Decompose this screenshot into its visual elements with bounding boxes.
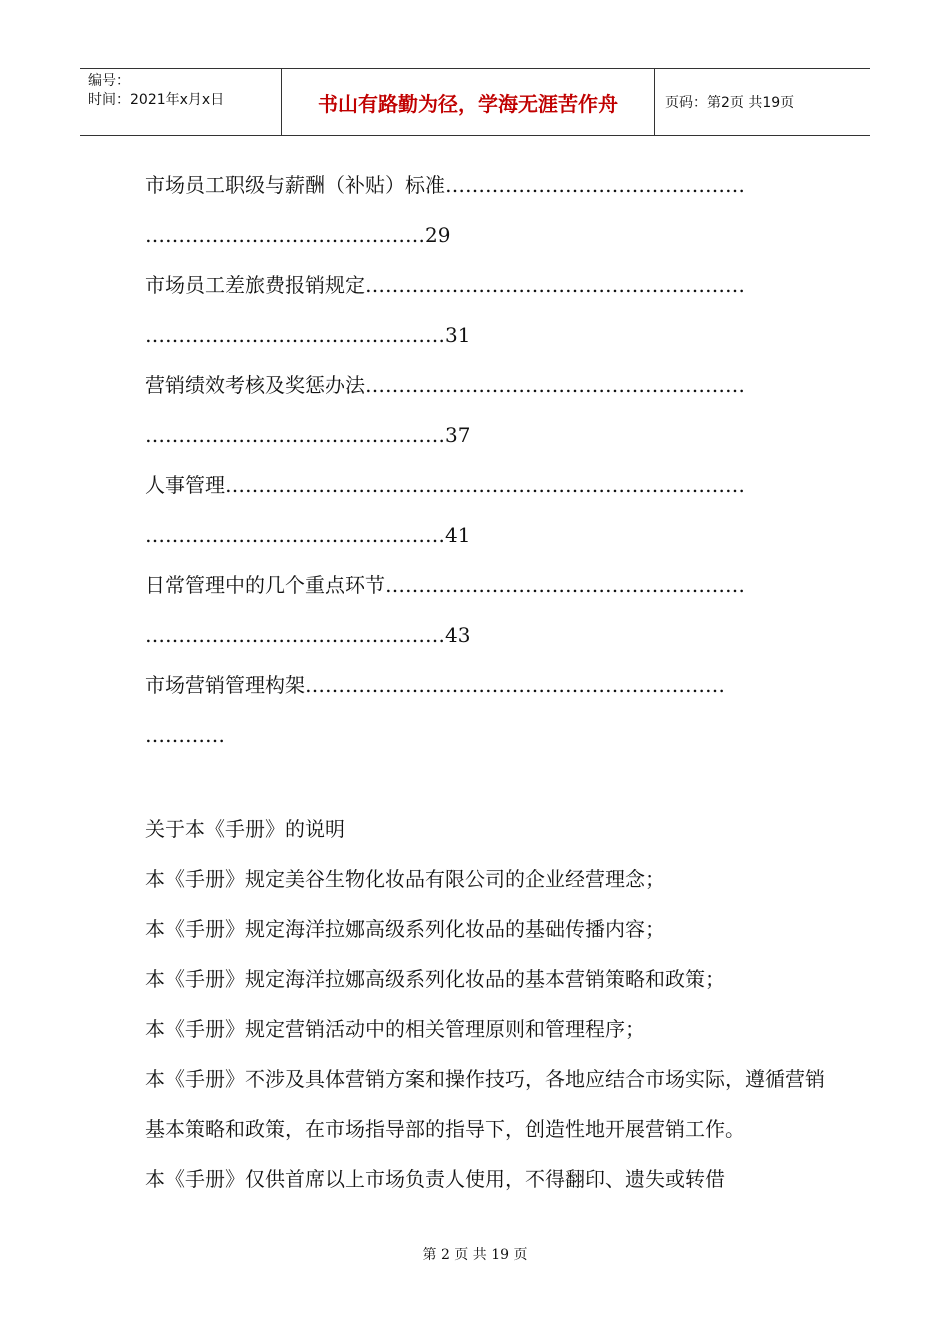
- header-meta: [80, 69, 282, 135]
- toc-entry: 营销绩效考核及奖惩办法…………………………………………………: [145, 373, 745, 397]
- page-footer: 第 2 页 共 19 页: [422, 1247, 528, 1263]
- paragraph: 本《手册》不涉及具体营销方案和操作技巧，各地应结合市场实际，遵循营销基本策略和政策，在市场指导部的指导下，创造性地开展营销工作。: [145, 1067, 825, 1141]
- toc-entry: 市场员工职级与薪酬（补贴）标准………………………………………: [145, 173, 745, 197]
- number-label: 编号：: [88, 73, 130, 89]
- spacer: [145, 760, 835, 804]
- toc-entry-page: ………………………………………31: [145, 323, 471, 347]
- document-body: [145, 160, 835, 1204]
- toc-entry-page: …………: [145, 723, 225, 747]
- toc-entry-page: ……………………………………29: [145, 223, 451, 247]
- toc-entry-page: ………………………………………41: [145, 523, 471, 547]
- paragraph: 本《手册》仅供首席以上市场负责人使用，不得翻印、遗失或转借: [145, 1167, 725, 1191]
- toc-entry: 日常管理中的几个重点环节………………………………………………: [145, 573, 745, 597]
- table-of-contents: [145, 160, 835, 760]
- page-header: [80, 68, 870, 136]
- header-motto: 书山有路勤为径，学海无涯苦作舟: [282, 69, 655, 135]
- toc-entry-page: ………………………………………43: [145, 623, 471, 647]
- section-title: 关于本《手册》的说明: [145, 817, 345, 841]
- toc-entry: 市场员工差旅费报销规定…………………………………………………: [145, 273, 745, 297]
- paragraph: 本《手册》规定美谷生物化妆品有限公司的企业经营理念；: [145, 867, 665, 891]
- date-label: 时间：2021年x月x日: [88, 92, 225, 108]
- paragraph: 本《手册》规定海洋拉娜高级系列化妆品的基础传播内容；: [145, 917, 665, 941]
- header-page-info: 页码：第2页 共19页: [665, 95, 795, 111]
- toc-entry: 市场营销管理构架………………………………………………………: [145, 673, 725, 697]
- paragraph: 本《手册》规定海洋拉娜高级系列化妆品的基本营销策略和政策；: [145, 967, 725, 991]
- toc-entry-page: ………………………………………37: [145, 423, 471, 447]
- paragraph: 本《手册》规定营销活动中的相关管理原则和管理程序；: [145, 1017, 645, 1041]
- toc-entry: 人事管理……………………………………………………………………: [145, 473, 745, 497]
